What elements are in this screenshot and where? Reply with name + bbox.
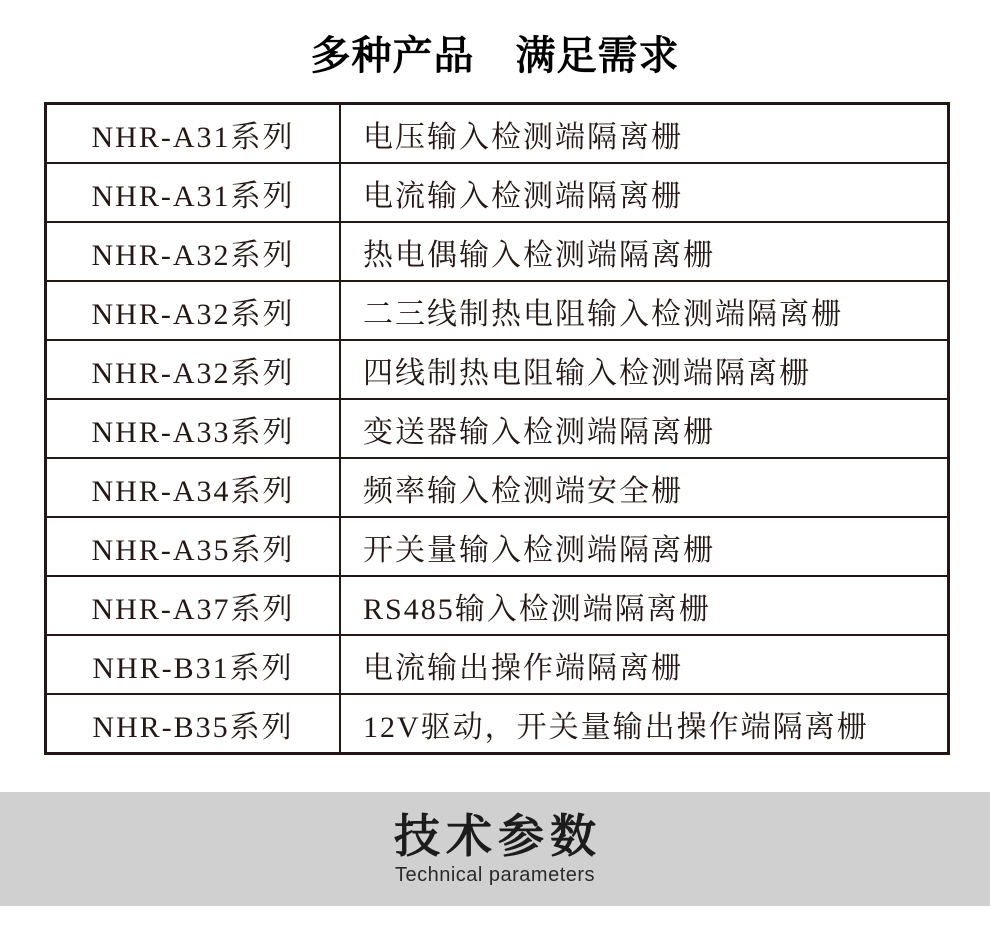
series-cell: NHR-B31系列 (47, 636, 341, 693)
table-row (47, 457, 947, 516)
description-cell: 频率输入检测端安全栅 (363, 474, 683, 508)
section-subtitle: Technical parameters (394, 864, 596, 887)
table-row (47, 221, 947, 280)
table-row (47, 634, 947, 693)
table-row (47, 105, 947, 162)
series-cell: NHR-A32系列 (47, 282, 341, 339)
table-row (47, 575, 947, 634)
table-row (47, 398, 947, 457)
series-cell: NHR-A32系列 (47, 341, 341, 398)
description-cell: 电流输入检测端隔离栅 (363, 179, 683, 213)
series-cell: NHR-A31系列 (47, 164, 341, 221)
technical-parameters-banner (0, 792, 990, 906)
table-row (47, 693, 947, 752)
description-cell: 热电偶输入检测端隔离栅 (363, 238, 715, 272)
description-cell: RS485输入检测端隔离栅 (363, 592, 711, 626)
description-cell: 电压输入检测端隔离栅 (363, 120, 683, 154)
series-cell: NHR-A37系列 (47, 577, 341, 634)
product-table (44, 102, 950, 755)
description-cell: 四线制热电阻输入检测端隔离栅 (363, 356, 811, 390)
series-cell: NHR-A32系列 (47, 223, 341, 280)
description-cell: 二三线制热电阻输入检测端隔离栅 (363, 297, 843, 331)
table-row (47, 516, 947, 575)
description-cell: 电流输出操作端隔离栅 (363, 651, 683, 685)
description-cell: 变送器输入检测端隔离栅 (363, 415, 715, 449)
series-cell: NHR-B35系列 (47, 695, 341, 752)
section-title: 技术参数 (394, 809, 602, 862)
table-row (47, 339, 947, 398)
page-title: 多种产品 满足需求 (310, 34, 680, 78)
description-cell: 开关量输入检测端隔离栅 (363, 533, 715, 567)
series-cell: NHR-A31系列 (47, 105, 341, 162)
description-cell: 12V驱动，开关量输出操作端隔离栅 (363, 710, 869, 744)
series-cell: NHR-A34系列 (47, 459, 341, 516)
series-cell: NHR-A33系列 (47, 400, 341, 457)
series-cell: NHR-A35系列 (47, 518, 341, 575)
table-row (47, 280, 947, 339)
table-row (47, 162, 947, 221)
